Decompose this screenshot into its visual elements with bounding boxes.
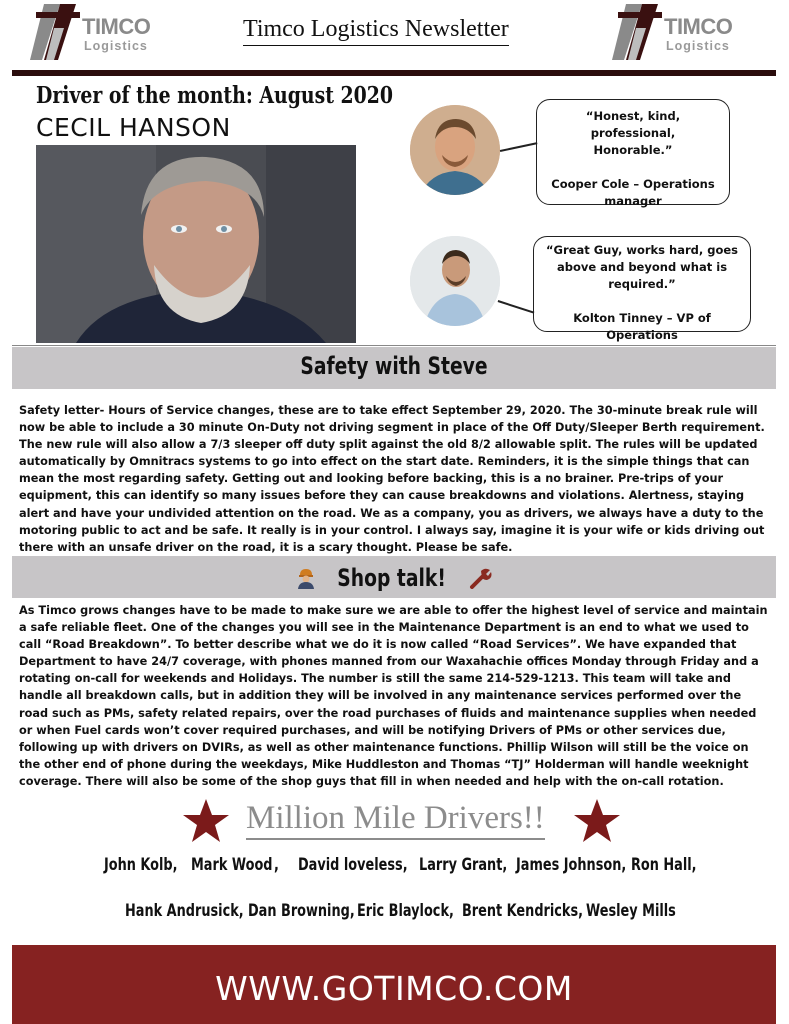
bubble-1-tail [500, 142, 537, 151]
testimonial-2-quote-line-3: required.” [608, 277, 676, 291]
driver-name-item: Mark Wood [191, 855, 273, 874]
driver-name-item: Wesley Mills [586, 901, 676, 920]
driver-name-item: Brent Kendricks, [462, 901, 584, 920]
logo-word: TIMCO [82, 14, 151, 39]
testimonial-2-author-line-1: Kolton Tinney – VP of Operations [573, 311, 711, 342]
person-photo-icon [410, 105, 500, 195]
newsletter-title: Timco Logistics Newsletter [243, 16, 509, 46]
testimonial-1-quote-line-2: Honorable.” [593, 143, 673, 157]
driver-name-item: Hank Andrusick, [125, 901, 244, 920]
wrench-icon [468, 567, 492, 589]
driver-name-item: Ron Hall, [631, 855, 697, 874]
kolton-tinney-avatar [410, 236, 500, 326]
million-mile-names-row-2 [0, 901, 789, 923]
testimonial-bubble-1 [536, 99, 730, 208]
driver-photo [36, 145, 356, 343]
header-divider [12, 70, 776, 76]
testimonial-1-quote-line-1: “Honest, kind, professional, [585, 109, 681, 140]
driver-name: CECIL HANSON [36, 113, 231, 142]
safety-section-header [12, 347, 776, 389]
website-link[interactable]: WWW.GOTIMCO.COM [215, 969, 573, 1008]
timco-logo-right [612, 4, 752, 60]
bubble-2-tail [498, 300, 535, 313]
testimonial-2-quote-line-1: “Great Guy, works hard, goes [545, 243, 739, 257]
logo-sub: Logistics [84, 39, 148, 53]
cooper-cole-avatar [410, 105, 500, 195]
driver-name-item: John Kolb, [104, 855, 178, 874]
shop-section-header [12, 556, 776, 598]
timco-logo-mark-icon [612, 4, 664, 60]
driver-name-item: Eric Blaylock, [357, 901, 454, 920]
star-icon [573, 798, 621, 844]
name-separator: , [274, 855, 279, 874]
driver-portrait-image [36, 145, 356, 343]
driver-name-item: James Johnson, [516, 855, 627, 874]
driver-name-item: Dan Browning, [248, 901, 355, 920]
safety-heading: Safety with Steve [300, 352, 488, 380]
logo-word: TIMCO [664, 14, 733, 39]
driver-of-month-title: Driver of the month: August 2020 [36, 82, 394, 109]
shop-heading: Shop talk! [337, 564, 447, 592]
testimonial-bubble-2 [533, 236, 751, 342]
testimonial-1-author-line-2: manager [604, 194, 662, 208]
timco-logo-mark-icon [30, 4, 82, 60]
million-mile-names-row-1 [0, 855, 789, 877]
driver-name-item: Larry Grant, [419, 855, 508, 874]
shop-body: As Timco grows changes have to be made to make sure we are able to offer the highest level of service and maintain a safe reliable fleet. One of the changes you will see in the Maintenance Department is an end to what we used to call “Road Breakdown”. To better describe what we do it is now called “Road Services”. We have expanded that Department to have 24/7 coverage, with phones manned from our Waxahachie offices Monday through Friday and a rotating on-call for weekends and Holidays. The number is still the same 214-529-1213. This team will take and handle all breakdown calls, but in addition they will be involved in any maintenance services performed over the road such as PMs, safety related repairs, over the road purchases of fluids and maintenance supplies when needed or when Fuel cards won’t cover required purchases, and will be notifying Drivers of PMs or other services due, following up with drivers on DVIRs, as well as other maintenance functions. Phillip Wilson will still be the voice on the other end of phone during the weekdays, Mike Huddleston and Thomas “TJ” Holderman will handle weeknight coverage. There will also be some of the shop guys that fill in when needed and help with the on-call rotation. [19, 604, 768, 788]
section-divider [12, 345, 776, 346]
testimonial-2-quote-line-2: above and beyond what is [556, 260, 728, 274]
driver-name-item: David loveless, [298, 855, 408, 874]
mechanic-icon [296, 567, 316, 589]
star-icon [182, 798, 230, 844]
person-photo-icon [410, 236, 500, 326]
timco-logo-left [30, 4, 170, 60]
footer-bar [12, 945, 776, 1024]
million-mile-heading: Million Mile Drivers!! [246, 800, 545, 840]
safety-body: Safety letter- Hours of Service changes, these are to take effect September 29, 2020. The 30-minute break rule will now be able to include a 30 minute On-Duty not driving segment in place of the Off Duty/Sleeper Berth requirement. The new rule will also allow a 7/3 sleeper off duty split against the old 8/2 allowable split. The rules will be updated automatically by Omnitracs systems to go into effect on the start date. Reminders, it is the simple things that can mean the most regarding safety. Getting out and looking before backing, this is a no brainer. Pre-trips of your equipment, this can identify so many issues before they can cause breakdowns and violations. Alertness, staying alert and have your undivided attention on the road. We as a company, you as drivers, we always have a duty to the motoring public to act and be safe. It really is in your control. I always say, imagine it is your wife or kids driving out there with an unsafe driver on the road, it is a scary thought. Please be safe. [19, 404, 765, 554]
testimonial-1-author-line-1: Cooper Cole – Operations [551, 177, 715, 191]
logo-sub: Logistics [666, 39, 730, 53]
